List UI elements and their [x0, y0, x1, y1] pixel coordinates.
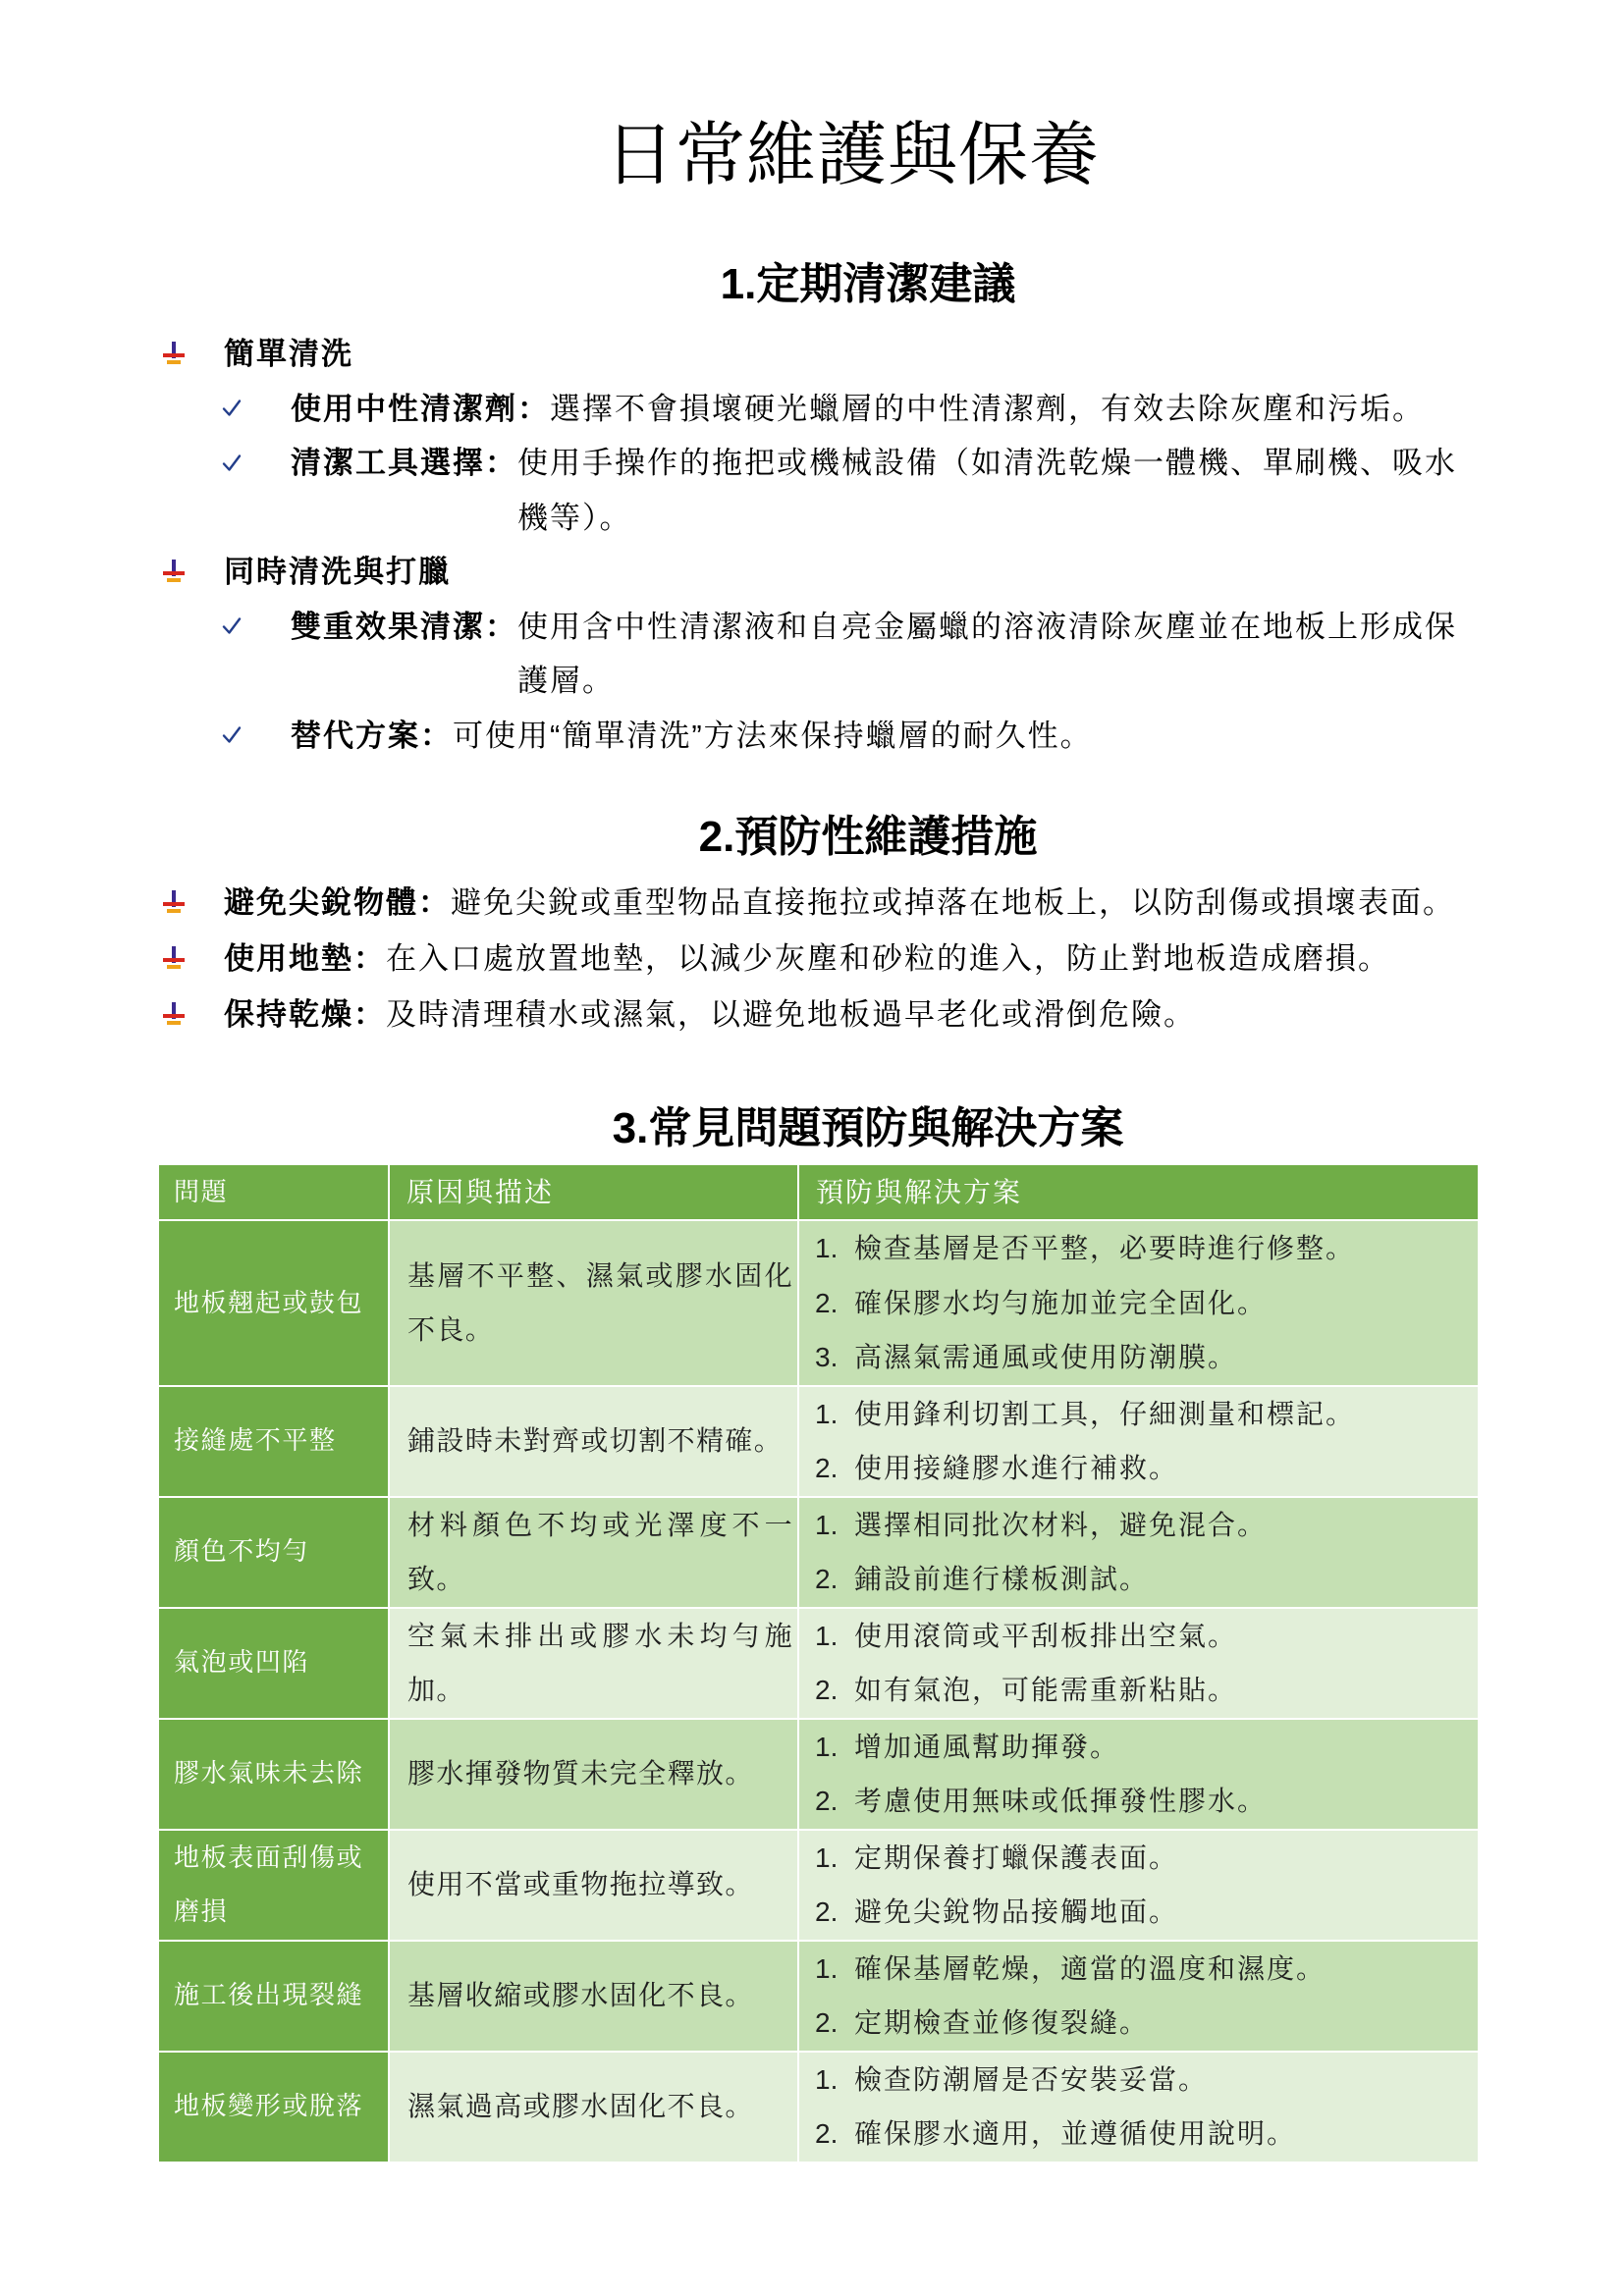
table-cell-cause: 使用不當或重物拖拉導致。: [389, 1830, 798, 1941]
bullet-item-clean-and-wax: [162, 545, 1478, 600]
solution-number: 1.: [815, 1952, 839, 1984]
solution-text: 高濕氣需通風或使用防潮膜。: [854, 1342, 1238, 1372]
solution-text: 避免尖銳物品接觸地面。: [854, 1896, 1179, 1927]
check-icon: [221, 615, 243, 637]
bullet-item-avoid-sharp: [162, 875, 1502, 931]
solution-item: [815, 2107, 1468, 2162]
table-cell-problem: 顏色不均勻: [158, 1497, 389, 1608]
cleaning-suggestions-list: [162, 327, 1478, 763]
arrow-bullet-icon: [162, 875, 224, 931]
arrow-bullet-icon: [162, 890, 186, 916]
bullet-item-keep-dry: [162, 987, 1502, 1042]
table-row: [158, 1608, 1479, 1719]
problem-solution-table: [157, 1163, 1480, 2163]
check-icon: [221, 724, 243, 746]
check-icon: [221, 453, 243, 474]
solution-number: 2.: [815, 1564, 839, 1594]
arrow-bullet-icon: [162, 342, 186, 367]
check-item-label: 替代方案：: [291, 718, 453, 753]
arrow-bullet-icon: [162, 560, 186, 585]
solution-number: 1.: [815, 1233, 839, 1263]
solution-text: 選擇相同批次材料，避免混合。: [854, 1509, 1268, 1540]
table-cell-problem: 地板翹起或鼓包: [158, 1220, 389, 1386]
solution-number: 2.: [815, 2118, 839, 2149]
solution-number: 1.: [815, 1509, 839, 1540]
solution-number: 1.: [815, 1731, 839, 1762]
solution-number: 2.: [815, 1675, 839, 1705]
solution-item: [815, 1498, 1468, 1553]
table-cell-cause: 膠水揮發物質未完全釋放。: [389, 1719, 798, 1830]
table-cell-cause: 濕氣過高或膠水固化不良。: [389, 2052, 798, 2163]
check-item-cleaning-tools: [221, 436, 1478, 545]
table-row: [158, 2052, 1479, 2163]
solution-item: [815, 1330, 1468, 1385]
table-cell-problem: 氣泡或凹陷: [158, 1608, 389, 1719]
table-row: [158, 1386, 1479, 1497]
bullet-item-text: 在入口處放置地墊，以減少灰塵和砂粒的進入，防止對地板造成磨損。: [386, 941, 1390, 976]
solution-text: 檢查防潮層是否安裝妥當。: [854, 2063, 1209, 2095]
bullet-item-label: 使用地墊：: [224, 941, 386, 976]
table-header-row: [158, 1164, 1479, 1220]
solution-item: [815, 1720, 1468, 1775]
arrow-bullet-icon: [162, 987, 224, 1042]
table-cell-problem: 地板表面刮傷或磨損: [158, 1830, 389, 1941]
check-item-neutral-cleaner: [221, 382, 1478, 437]
solution-number: 2.: [815, 2007, 839, 2038]
table-cell-problem: 接縫處不平整: [158, 1386, 389, 1497]
table-cell-solution: [798, 1386, 1479, 1497]
table-cell-cause: 材料顏色不均或光澤度不一致。: [389, 1497, 798, 1608]
solution-item: [815, 1996, 1468, 2051]
solution-number: 1.: [815, 2063, 839, 2095]
check-item-text: 選擇不會損壞硬光蠟層的中性清潔劑，有效去除灰塵和污垢。: [550, 391, 1425, 426]
bullet-item-text: 避免尖銳或重型物品直接拖拉或掉落在地板上，以防刮傷或損壞表面。: [451, 885, 1455, 920]
check-icon: [221, 382, 291, 436]
check-item-label: 清潔工具選擇：: [291, 446, 517, 480]
solution-text: 定期檢查並修復裂縫。: [854, 2007, 1150, 2038]
table-cell-solution: [798, 1719, 1479, 1830]
table-header-problem: 問題: [158, 1164, 389, 1220]
solution-number: 1.: [815, 1620, 839, 1651]
check-item-text: 使用手操作的拖把或機械設備（如清洗乾燥一體機、單刷機、吸水機等）。: [517, 446, 1457, 535]
table-row: [158, 1830, 1479, 1941]
check-icon: [221, 398, 243, 419]
solution-text: 使用鋒利切割工具，仔細測量和標記。: [854, 1398, 1356, 1429]
arrow-bullet-icon: [162, 327, 224, 381]
table-cell-solution: [798, 1941, 1479, 2052]
bullet-item-label: 避免尖銳物體：: [224, 885, 451, 920]
solution-text: 考慮使用無味或低揮發性膠水。: [854, 1786, 1268, 1816]
check-item-label: 使用中性清潔劑：: [291, 391, 550, 426]
page-title: 日常維護與保養: [604, 117, 1100, 194]
solution-text: 使用滾筒或平刮板排出空氣。: [854, 1620, 1238, 1651]
solution-item: [815, 1441, 1468, 1496]
table-cell-problem: 膠水氣味未去除: [158, 1719, 389, 1830]
table-row: [158, 1719, 1479, 1830]
table-header-cause: 原因與描述: [389, 1164, 798, 1220]
solution-text: 確保膠水均勻施加並完全固化。: [854, 1287, 1268, 1318]
check-item-dual-effect: [221, 600, 1478, 709]
solution-number: 1.: [815, 1842, 839, 1873]
solution-item: [815, 1663, 1468, 1718]
table-row: [158, 1220, 1479, 1386]
solution-number: 3.: [815, 1342, 839, 1372]
solution-number: 1.: [815, 1398, 839, 1429]
check-icon: [221, 709, 291, 763]
table-cell-cause: 基層收縮或膠水固化不良。: [389, 1941, 798, 2052]
solution-item: [815, 1552, 1468, 1607]
arrow-bullet-icon: [162, 946, 186, 972]
solution-item: [815, 1609, 1468, 1664]
bullet-item-label: 同時清洗與打臘: [224, 555, 451, 589]
table-cell-cause: 鋪設時未對齊或切割不精確。: [389, 1386, 798, 1497]
preventive-measures-list: [162, 875, 1502, 1042]
section-heading-preventive: 2.預防性維護措施: [698, 813, 1038, 861]
solution-number: 2.: [815, 1453, 839, 1483]
table-cell-solution: [798, 1220, 1479, 1386]
table-row: [158, 1497, 1479, 1608]
table-cell-problem: 地板變形或脫落: [158, 2052, 389, 2163]
bullet-item-label: 簡單清洗: [224, 337, 353, 371]
table-cell-problem: 施工後出現裂縫: [158, 1941, 389, 2052]
arrow-bullet-icon: [162, 931, 224, 987]
check-item-label: 雙重效果清潔：: [291, 609, 517, 644]
table-header-solution: 預防與解決方案: [798, 1164, 1479, 1220]
table-cell-solution: [798, 1497, 1479, 1608]
check-item-alternative: [221, 709, 1478, 764]
solution-item: [815, 1831, 1468, 1886]
arrow-bullet-icon: [162, 1002, 186, 1028]
section-heading-problems: 3.常見問題預防與解決方案: [612, 1104, 1124, 1152]
check-item-text: 使用含中性清潔液和自亮金屬蠟的溶液清除灰塵並在地板上形成保護層。: [517, 609, 1457, 698]
solution-text: 使用接縫膠水進行補救。: [854, 1453, 1179, 1483]
solution-text: 確保基層乾燥，適當的溫度和濕度。: [854, 1952, 1326, 1984]
solution-text: 定期保養打蠟保護表面。: [854, 1842, 1179, 1873]
solution-item: [815, 1221, 1468, 1276]
table-cell-solution: [798, 2052, 1479, 2163]
solution-item: [815, 1774, 1468, 1829]
solution-text: 增加通風幫助揮發。: [854, 1731, 1120, 1762]
table-cell-cause: 空氣未排出或膠水未均勻施加。: [389, 1608, 798, 1719]
check-icon: [221, 600, 291, 654]
solution-item: [815, 1942, 1468, 1997]
bullet-item-label: 保持乾燥：: [224, 997, 386, 1032]
arrow-bullet-icon: [162, 545, 224, 599]
solution-text: 確保膠水適用，並遵循使用說明。: [854, 2118, 1297, 2149]
solution-item: [815, 1387, 1468, 1442]
bullet-item-simple-cleaning: [162, 327, 1478, 382]
solution-item: [815, 1885, 1468, 1940]
solution-number: 2.: [815, 1896, 839, 1927]
bullet-item-text: 及時清理積水或濕氣，以避免地板過早老化或滑倒危險。: [386, 997, 1196, 1032]
table-row: [158, 1941, 1479, 2052]
check-icon: [221, 436, 291, 490]
solution-item: [815, 1276, 1468, 1331]
solution-text: 如有氣泡，可能需重新粘貼。: [854, 1675, 1238, 1705]
solution-number: 2.: [815, 1287, 839, 1318]
table-cell-solution: [798, 1608, 1479, 1719]
check-item-text: 可使用“簡單清洗”方法來保持蠟層的耐久性。: [453, 718, 1093, 753]
section-heading-cleaning: 1.定期清潔建議: [720, 260, 1016, 308]
solution-text: 鋪設前進行樣板測試。: [854, 1564, 1150, 1594]
solution-item: [815, 2053, 1468, 2108]
solution-text: 檢查基層是否平整，必要時進行修整。: [854, 1233, 1356, 1263]
solution-number: 2.: [815, 1786, 839, 1816]
table-cell-solution: [798, 1830, 1479, 1941]
table-cell-cause: 基層不平整、濕氣或膠水固化不良。: [389, 1220, 798, 1386]
bullet-item-floor-mat: [162, 931, 1502, 987]
